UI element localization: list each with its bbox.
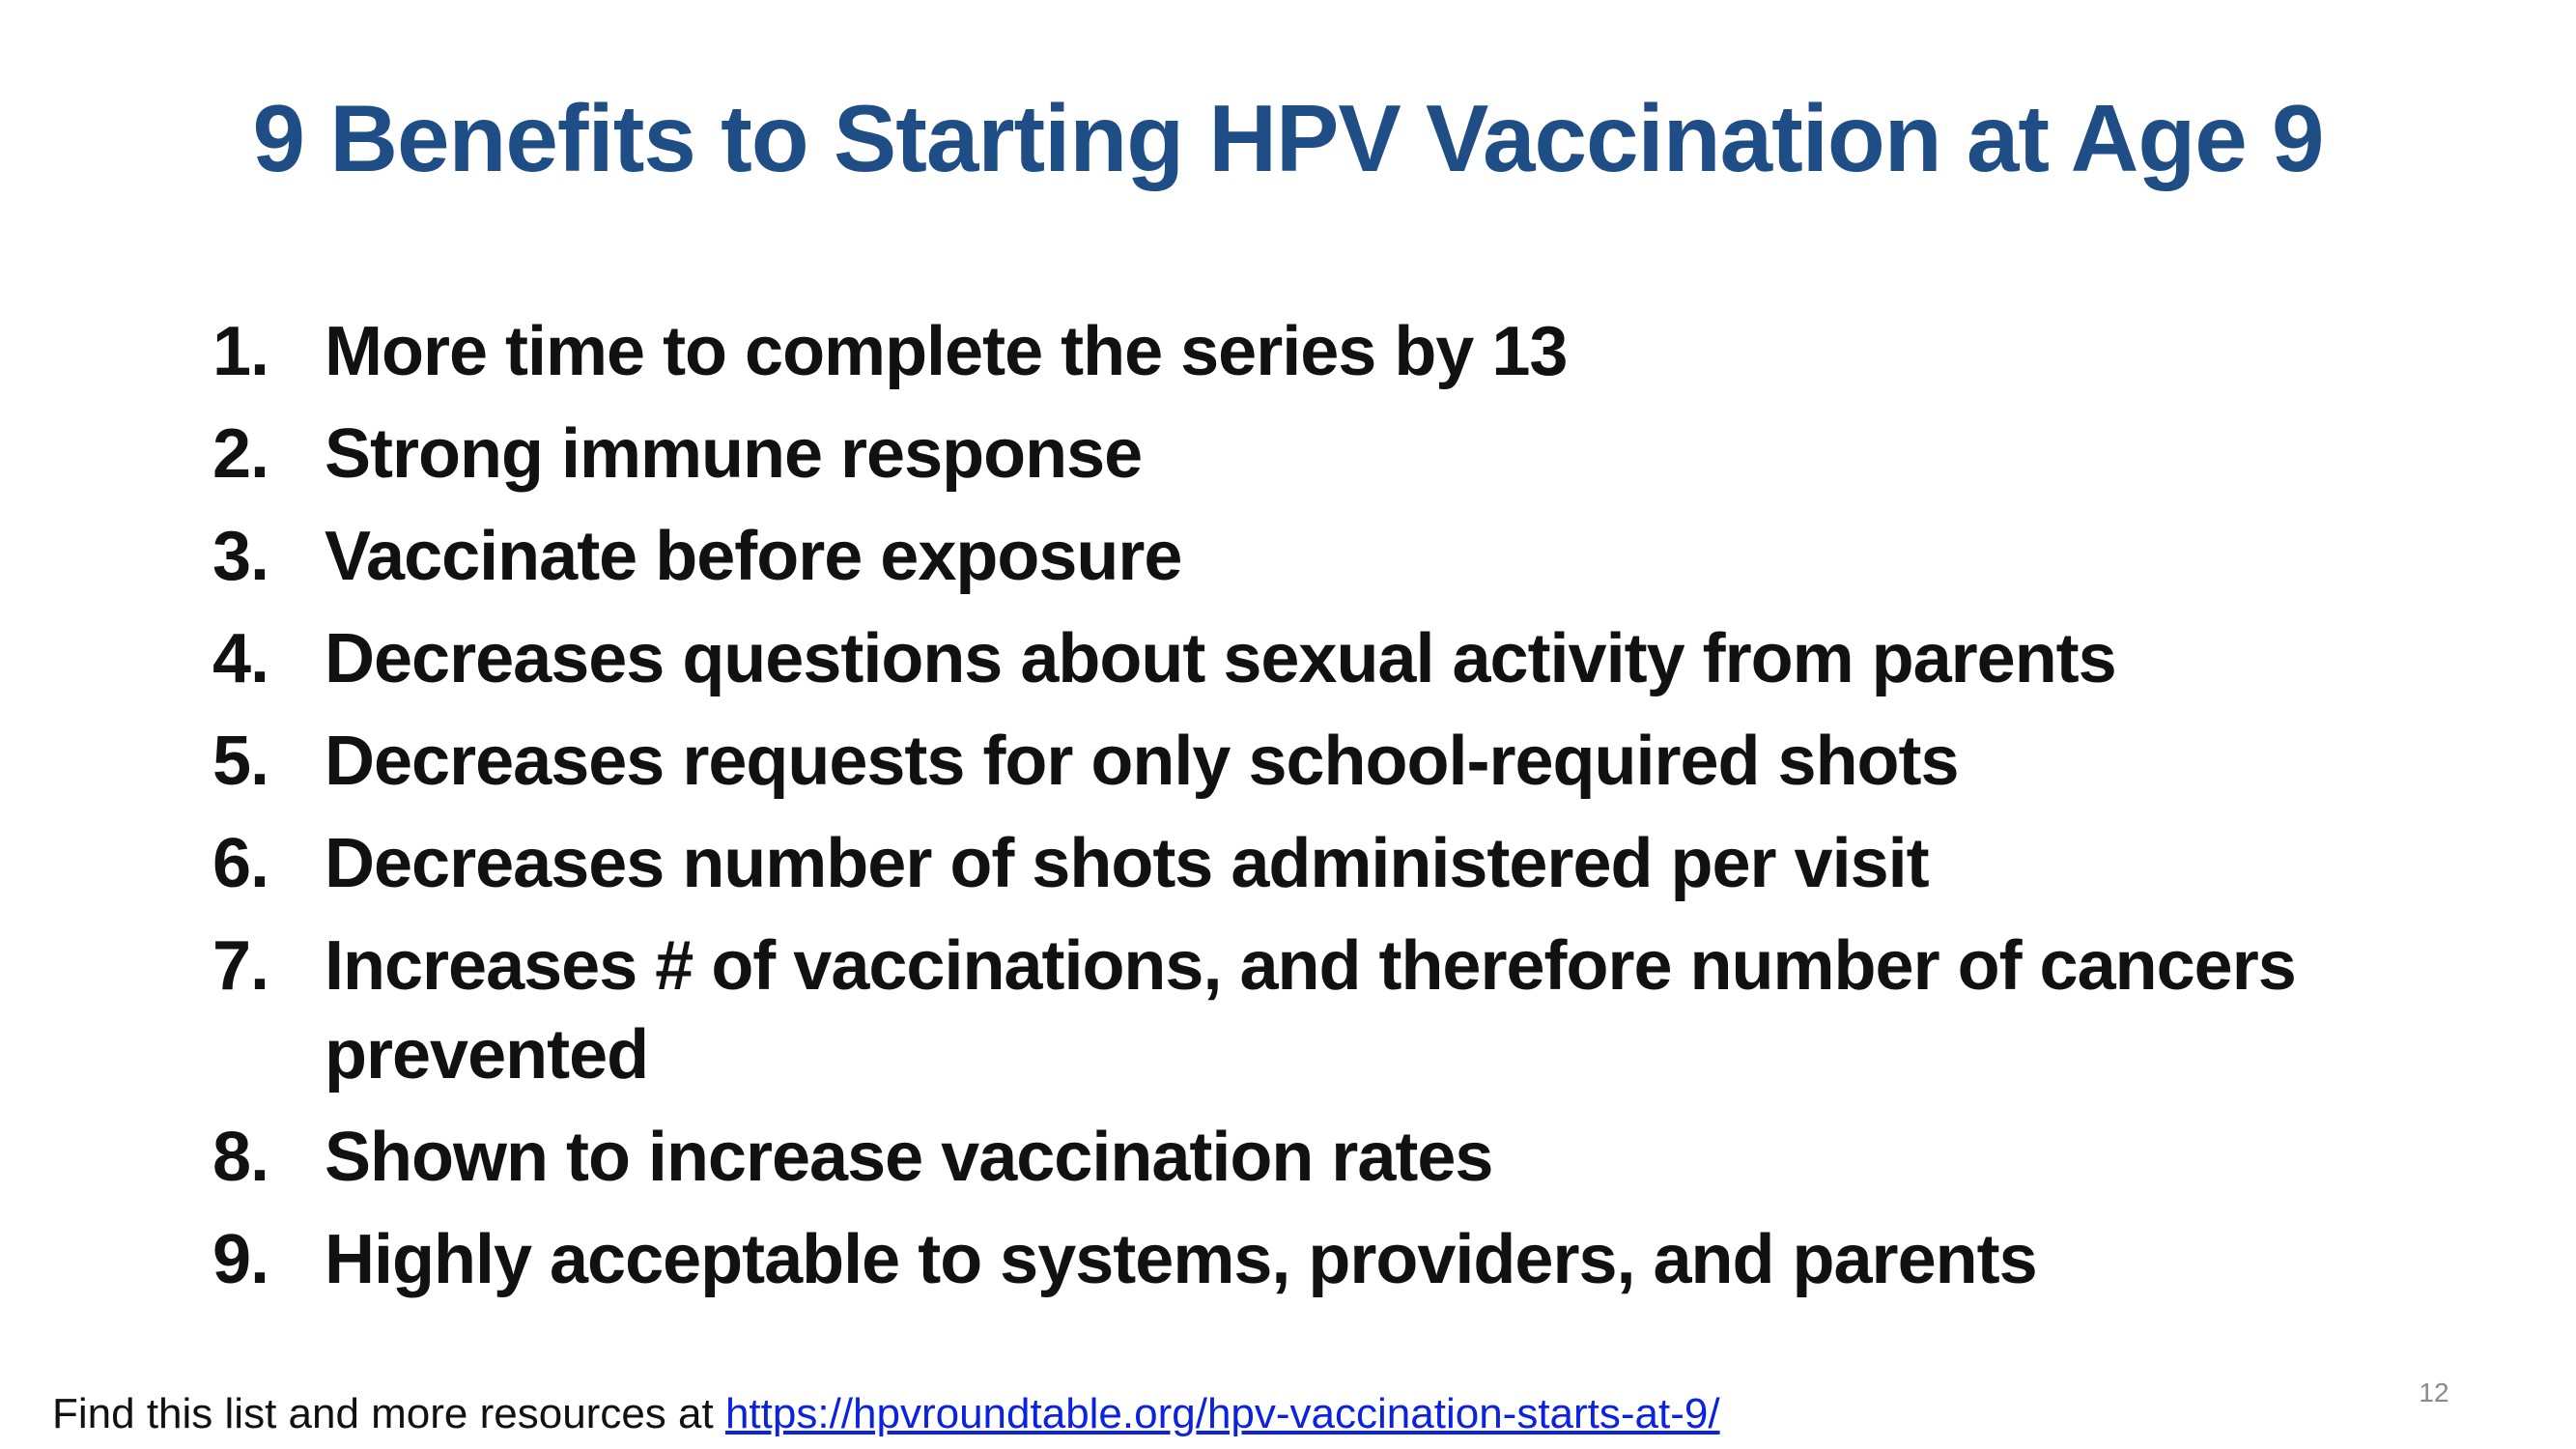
list-item-text: Decreases requests for only school-required shots — [325, 723, 1959, 800]
list-item-number: 8. — [212, 1119, 269, 1196]
list-item-number: 3. — [212, 518, 269, 595]
resources-link[interactable]: https://hpvroundtable.org/hpv-vaccination-starts-at-9/ — [724, 1390, 1720, 1437]
list-item-number: 5. — [212, 723, 269, 800]
list-item — [212, 512, 2434, 601]
list-item-number: 9. — [212, 1221, 269, 1298]
list-item — [212, 307, 2434, 396]
list-item — [212, 717, 2434, 806]
list-item-text: Strong immune response — [325, 415, 1143, 493]
list-item-number: 6. — [212, 825, 269, 902]
list-item — [212, 922, 2434, 1099]
footer-note — [52, 1387, 1720, 1441]
list-item-text: Increases # of vaccinations, and therefore number of cancers prevented — [325, 927, 2296, 1094]
list-item-text: Shown to increase vaccination rates — [325, 1119, 1493, 1196]
list-item — [212, 1215, 2434, 1304]
list-item — [212, 819, 2434, 908]
list-item — [212, 410, 2434, 498]
list-item-text: More time to complete the series by 13 — [325, 313, 1568, 390]
list-item-text: Decreases number of shots administered per visit — [325, 825, 1929, 902]
footer-text: Find this list and more resources at — [52, 1390, 725, 1437]
list-item-text: Decreases questions about sexual activity from parents — [325, 620, 2116, 697]
list-item — [212, 614, 2434, 703]
list-item-number: 2. — [212, 415, 269, 493]
page-number: 12 — [2419, 1378, 2449, 1407]
list-item-text: Highly acceptable to systems, providers, and parents — [325, 1221, 2037, 1298]
list-item-number: 4. — [212, 620, 269, 697]
list-item-number: 7. — [212, 927, 269, 1005]
list-item — [212, 1113, 2434, 1202]
slide-title: 9 Benefits to Starting HPV Vaccination at Age 9 — [252, 85, 2324, 191]
list-item-text: Vaccinate before exposure — [325, 518, 1182, 595]
benefits-list — [212, 307, 2434, 1318]
list-item-number: 1. — [212, 313, 269, 390]
